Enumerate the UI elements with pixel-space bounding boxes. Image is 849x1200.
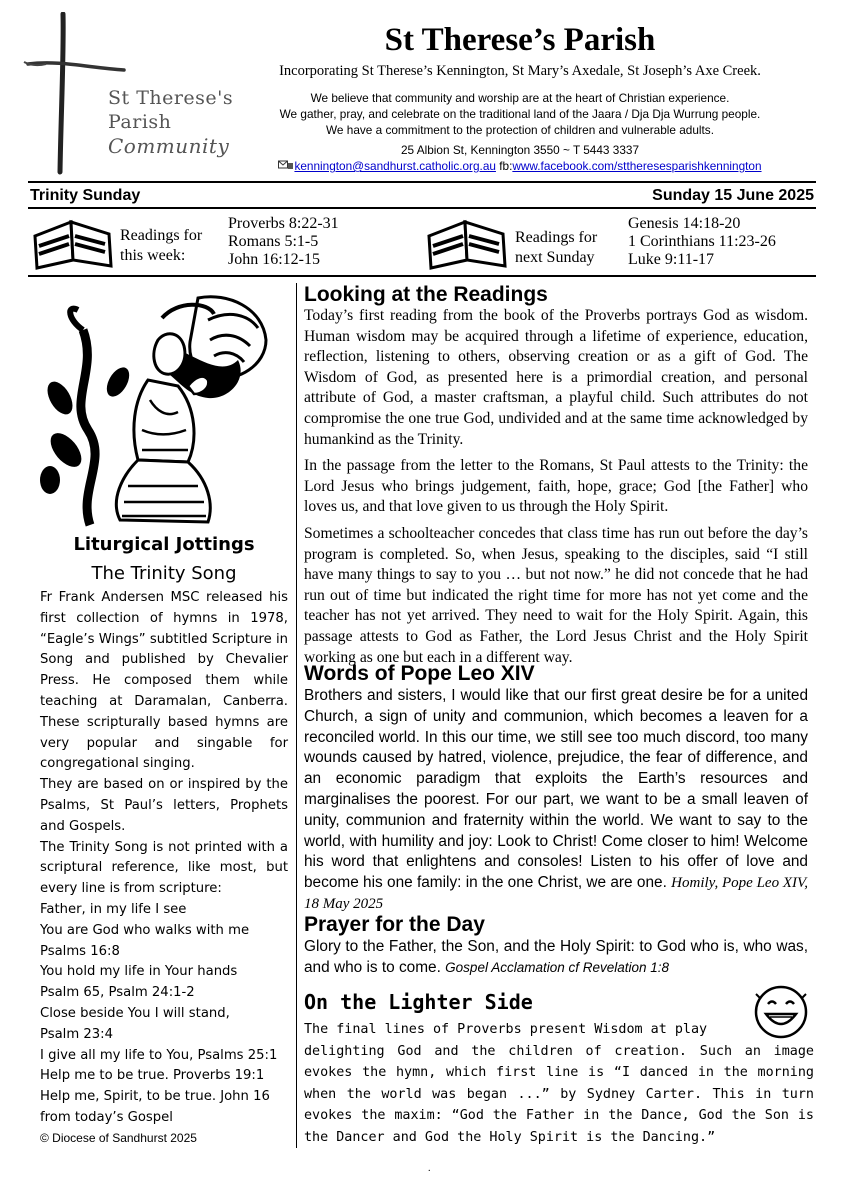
bar-rule: [28, 207, 816, 209]
email-link[interactable]: kennington@sandhurst.catholic.org.au: [294, 159, 496, 173]
jottings-paragraph: Fr Frank Andersen MSC released his first collection of hymns in 1978, “Eagle’s Wings” subtitled Scripture in Song and published by Chevalier Press. He composed them while teaching at Daramalan, Canberra. These scripturally based hymns are very popular and singable for congregational singing.: [40, 590, 288, 772]
readings-rule: [28, 275, 816, 277]
readings-this-week: [228, 215, 339, 269]
commentary-paragraph: In the passage from the letter to the Romans, St Paul attests to the Trinity: the Lord Jesus who brings judgement, faith, hope, grace; God [the Father] who loves us, and that love given to us through the Holy Spirit.: [304, 457, 808, 516]
header-rule: [28, 181, 816, 183]
phone-email-icon: [278, 160, 294, 171]
prayer-body: Glory to the Father, the Son, and the Holy Spirit: to God who is, who was, and who is to come.: [304, 938, 808, 976]
bulletin-date: Sunday 15 June 2025: [652, 187, 814, 204]
mission-line: We gather, pray, and celebrate on the traditional land of the Jaara / Dja Dja Wurrung people.: [279, 107, 761, 121]
section-heading-pope: Words of Pope Leo XIV: [304, 662, 535, 685]
song-line: Psalm 23:4: [40, 1026, 113, 1042]
logo-line-2: Parish: [108, 111, 172, 133]
pope-quote-text: Brothers and sisters, I would like that our first great desire be for a united Church, a sign of unity and communion, which becomes a leaven for a reconciled world. In this our time, we still see too much discord, too many wounds caused by hatred, violence, prejudice, the fear of difference, and an economic paradigm that exploits the Earth’s resources and marginalises the poorest. For our part, we want to be a small leaven of unity, communion and fraternity within the world. We want to say to the world, with humility and joy: Look to Christ! Come closer to him! Welcome his word that enlightens and consoles! Listen to his offer of love and become his one family: in the one Christ, we are one.: [304, 687, 808, 892]
prayer-text: [304, 937, 808, 979]
reading-item: Romans 5:1-5: [228, 233, 319, 250]
jottings-title: Liturgical Jottings: [73, 534, 255, 555]
label-line: this week:: [120, 247, 186, 264]
wisdom-illustration: [38, 290, 288, 530]
reading-item: Luke 9:11-17: [628, 251, 715, 268]
footer-mark: .: [428, 1163, 431, 1174]
mission-line: We have a commitment to the protection of children and vulnerable adults.: [326, 123, 714, 137]
mission-line: We believe that community and worship are at the heart of Christian experience.: [310, 91, 730, 105]
jottings-subtitle: The Trinity Song: [91, 563, 237, 584]
song-line: You are God who walks with me: [40, 922, 250, 938]
occasion-title: Trinity Sunday: [30, 187, 141, 204]
logo-line-3: Community: [108, 134, 230, 158]
section-heading-lighter: On the Lighter Side: [304, 990, 533, 1014]
jottings-paragraph: The Trinity Song is not printed with a scriptural reference, like most, but every line is from scripture:: [40, 839, 288, 897]
parish-address: 25 Albion St, Kennington 3550 ~ T 5443 3337: [401, 143, 639, 157]
song-line: Close beside You I will stand,: [40, 1005, 230, 1021]
readings-this-week-label: [120, 226, 202, 266]
readings-next-sunday: [628, 215, 776, 269]
parish-title: St Therese’s Parish: [384, 22, 656, 58]
song-line: You hold my life in Your hands: [40, 964, 238, 980]
lighter-line: The final lines of Proverbs present Wisdom at play: [304, 1022, 708, 1037]
readings-next-label: [515, 228, 597, 268]
readings-commentary: [304, 306, 808, 674]
jottings-paragraph: They are based on or inspired by the Psalms, St Paul’s letters, Prophets and Gospels.: [40, 777, 288, 834]
reading-item: John 16:12-15: [228, 251, 320, 268]
reading-item: Proverbs 8:22-31: [228, 215, 339, 232]
open-book-icon: [31, 216, 115, 270]
song-line: Help me to be true. Proverbs 19:1: [40, 1068, 265, 1084]
open-book-icon: [425, 216, 509, 270]
commentary-paragraph: Sometimes a schoolteacher concedes that class time has run out before the day’s program is completed. So, when Jesus, speaking to the disciples, said “I still have many things to say to you … but not now.” he did not concede that he had run out of time but indicated the right time for more has not yet come and the teacher has not yet arrived. They need to wait for the Holy Spirit. Again, this passage attests to God as Father, the Lord Jesus Christ and the Holy Spirit working as one but each in a different way.: [304, 524, 808, 666]
column-divider: [296, 283, 297, 1148]
parish-logo: [20, 12, 250, 172]
section-heading-readings: Looking at the Readings: [304, 283, 548, 306]
fb-label: fb:: [495, 159, 513, 173]
song-line: Psalm 65, Psalm 24:1-2: [40, 985, 195, 1001]
reading-item: Genesis 14:18-20: [628, 215, 741, 232]
label-line: next Sunday: [515, 249, 595, 266]
mission-statement: [240, 90, 800, 138]
section-heading-prayer: Prayer for the Day: [304, 913, 485, 936]
song-line: Psalms 16:8: [40, 943, 120, 959]
copyright-notice: © Diocese of Sandhurst 2025: [40, 1131, 197, 1145]
song-line: Help me, Spirit, to be true. John 16: [40, 1089, 270, 1105]
pope-quote: [304, 686, 808, 915]
song-line: Father, in my life I see: [40, 901, 187, 917]
facebook-link[interactable]: www.facebook.com/sttheresesparishkennington: [512, 159, 762, 173]
label-line: Readings for: [120, 227, 203, 244]
jottings-body: [40, 588, 288, 1129]
lighter-text: [304, 1019, 814, 1149]
lighter-line: delighting God and the children of creation. Such an image evokes the hymn, which first line is “I danced in the morning when the world was began ...” by Sydney Carter. This in turn evokes the maxim: “God the Father in the Dance, God the Son is the Dancer and God the Holy Spirit is the Dancing.”: [304, 1043, 814, 1145]
parish-subtitle: Incorporating St Therese’s Kennington, St Mary’s Axedale, St Joseph’s Axe Creek.: [279, 63, 761, 79]
commentary-paragraph: Today’s first reading from the book of the Proverbs portrays God as wisdom. Human wisdom may be acquired through a lifetime of experience, education, reflection, listening to others, observing creation or as a gift of God. The Wisdom of God, as presented here is a primordial creation, and personal attribute of God, a master craftsman, a playful child. Such attributes do not compromise the one true God, undivided and at the same time acknowledged by humankind as the Trinity.: [304, 307, 808, 448]
song-line: I give all my life to You, Psalms 25:1: [40, 1047, 278, 1063]
contact-line: [240, 159, 800, 173]
reading-item: 1 Corinthians 11:23-26: [628, 233, 776, 250]
logo-line-1: St Therese's: [108, 87, 234, 109]
pope-citation: Homily, Pope Leo XIV, 18 May 2025: [304, 875, 808, 912]
song-line: from today’s Gospel: [40, 1109, 173, 1125]
prayer-citation: Gospel Acclamation cf Revelation 1:8: [445, 959, 670, 975]
label-line: Readings for: [515, 229, 598, 246]
